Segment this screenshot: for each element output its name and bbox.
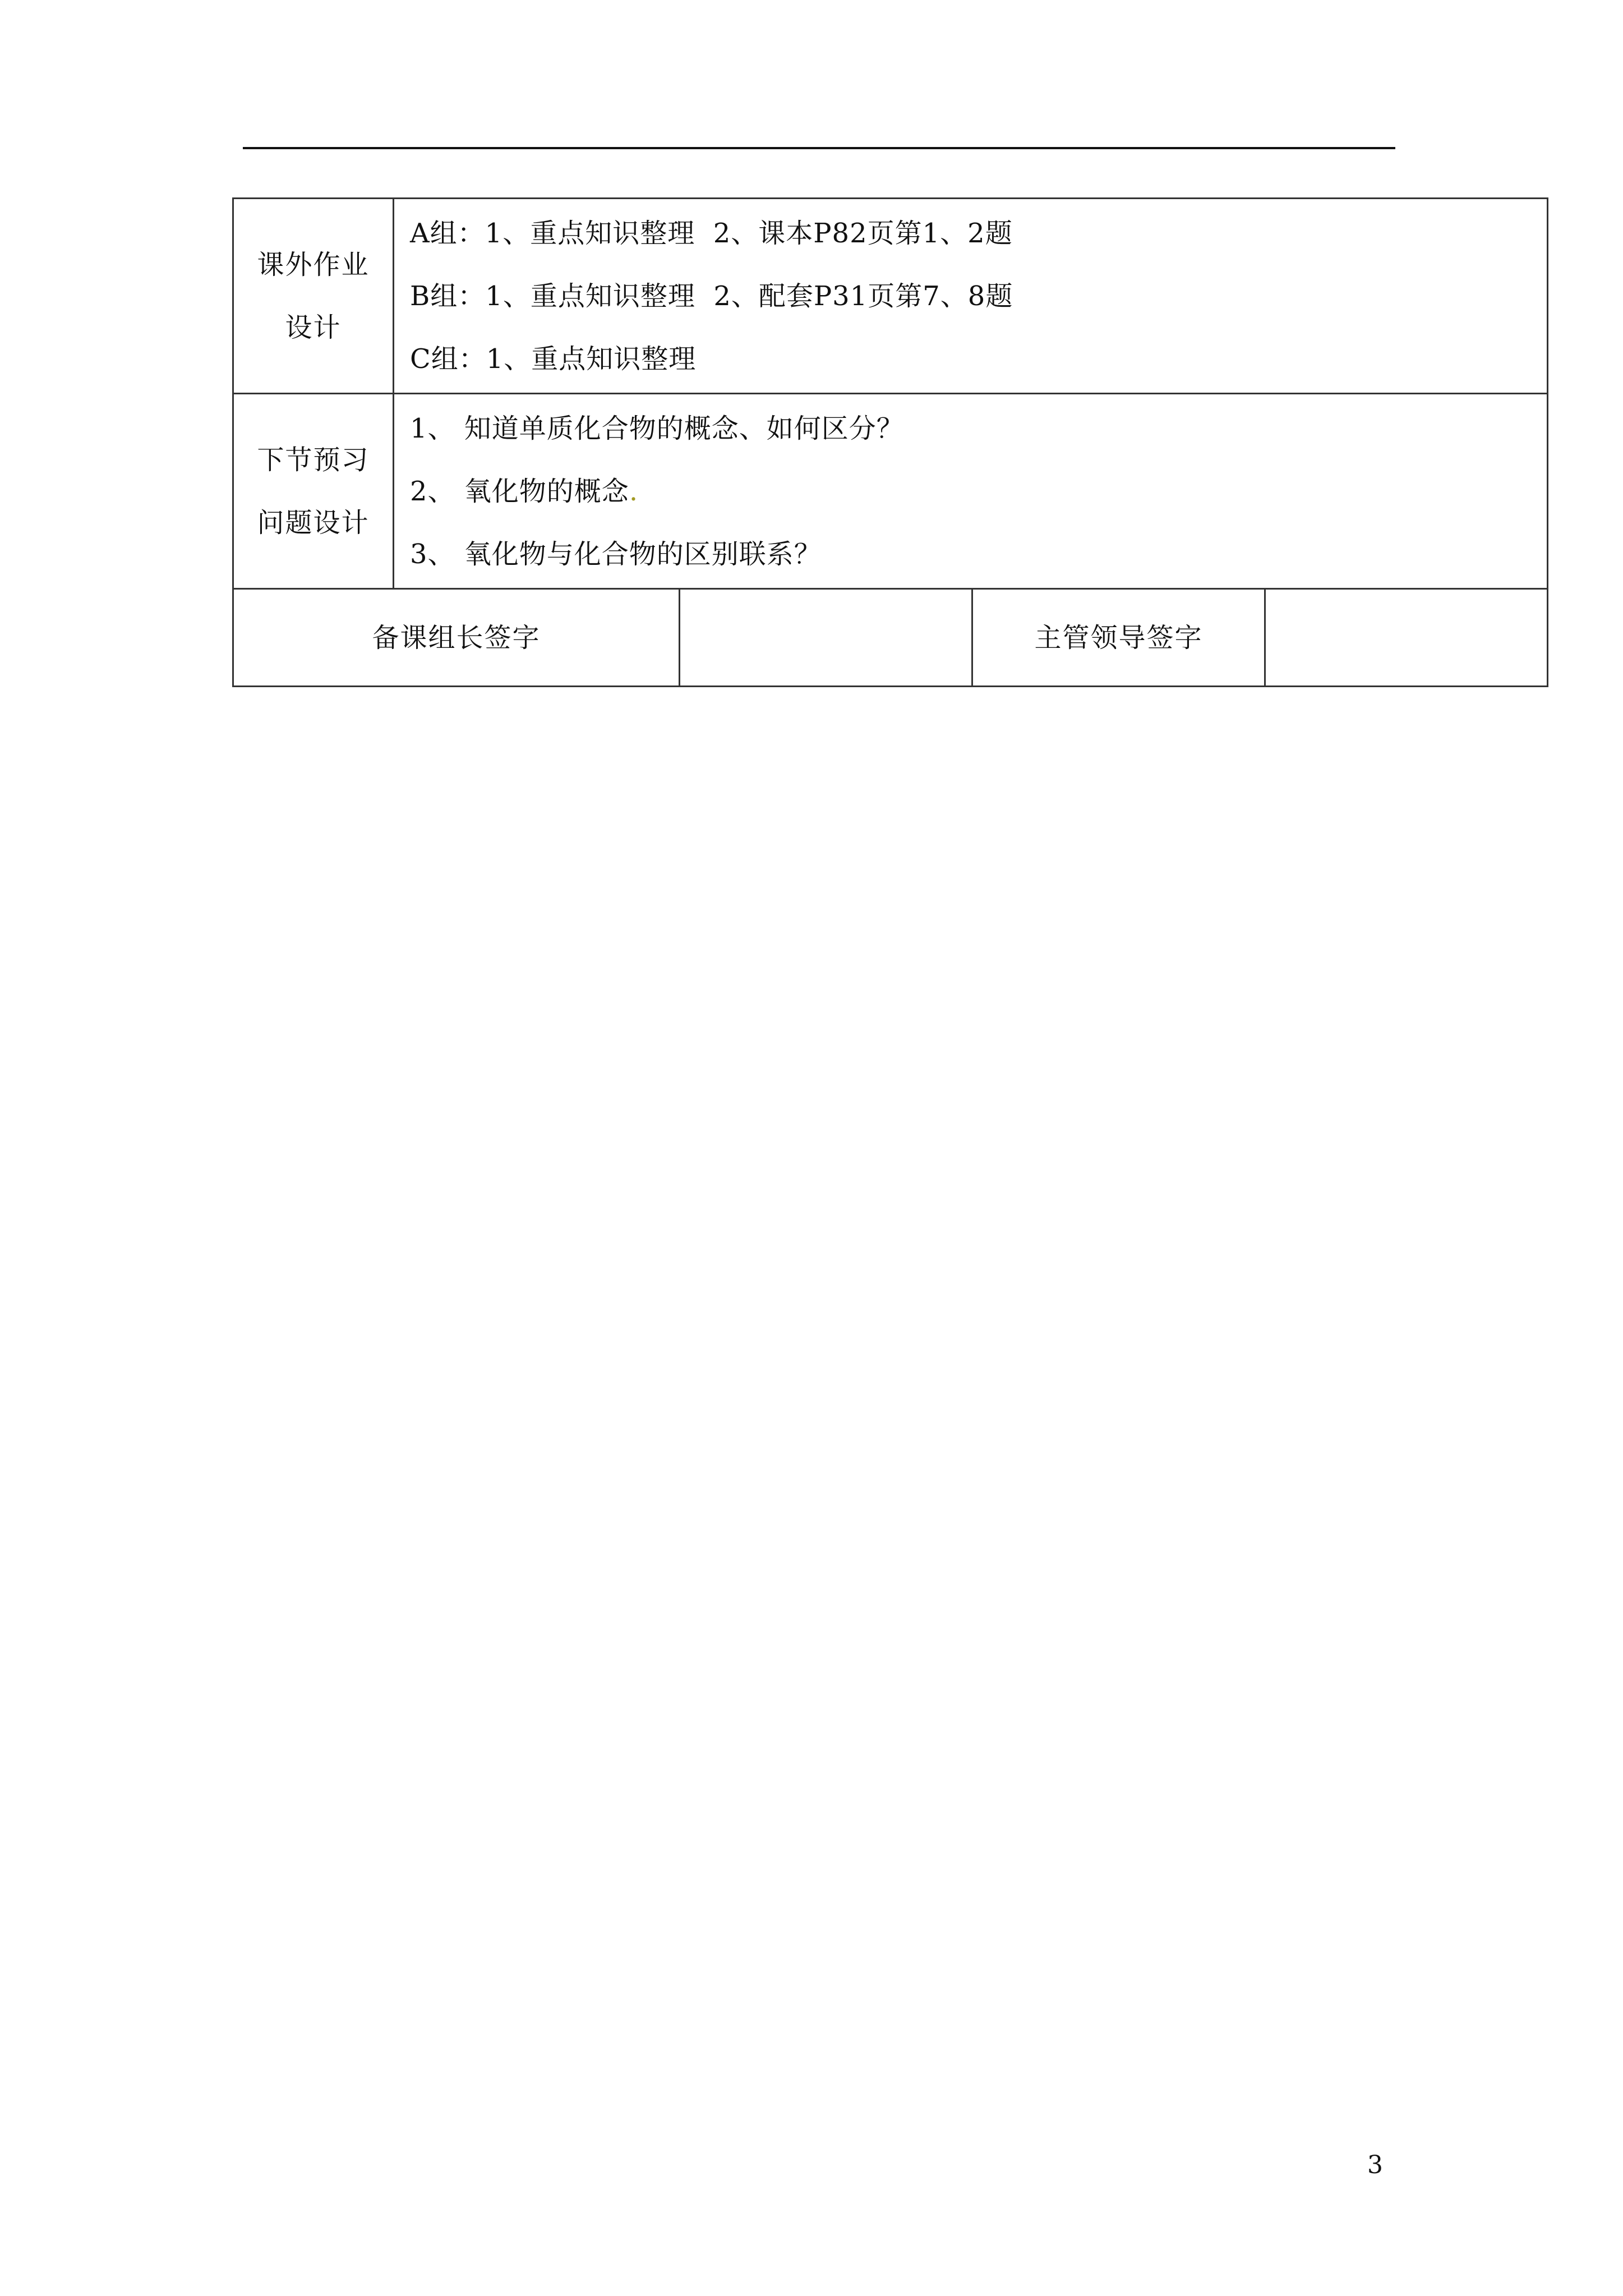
homework-item-a: A组：1、重点知识整理 2、课本P82页第1、2题	[410, 217, 1013, 249]
preview-content-cell	[394, 394, 1548, 589]
preview-item-2-period: .	[629, 475, 639, 507]
preview-row	[233, 394, 1548, 589]
group-leader-signature-label: 备课组长签字	[233, 589, 680, 687]
lesson-plan-table	[232, 197, 1548, 687]
homework-label-cell	[233, 199, 394, 394]
homework-item-c: C组：1、重点知识整理	[410, 343, 697, 375]
homework-label-line2: 设计	[285, 311, 342, 343]
homework-item-b: B组：1、重点知识整理 2、配套P31页第7、8题	[410, 280, 1013, 312]
page-number: 3	[1367, 2151, 1383, 2179]
homework-label-line1: 课外作业	[257, 249, 370, 280]
preview-label-line1: 下节预习	[257, 444, 370, 476]
preview-label-line2: 问题设计	[257, 507, 370, 539]
signature-row	[233, 589, 1548, 687]
homework-content-cell	[394, 199, 1548, 394]
preview-item-3: 3、 氧化物与化合物的区别联系？	[410, 538, 822, 570]
preview-item-1: 1、 知道单质化合物的概念、如何区分？	[410, 412, 904, 444]
supervisor-signature-field	[1265, 589, 1548, 687]
preview-item-2	[410, 460, 1547, 523]
header-rule	[243, 147, 1395, 149]
supervisor-signature-label: 主管领导签字	[972, 589, 1265, 687]
homework-row	[233, 199, 1548, 394]
preview-item-2-text: 2、 氧化物的概念	[410, 475, 629, 507]
group-leader-signature-field	[680, 589, 972, 687]
preview-label-cell	[233, 394, 394, 589]
